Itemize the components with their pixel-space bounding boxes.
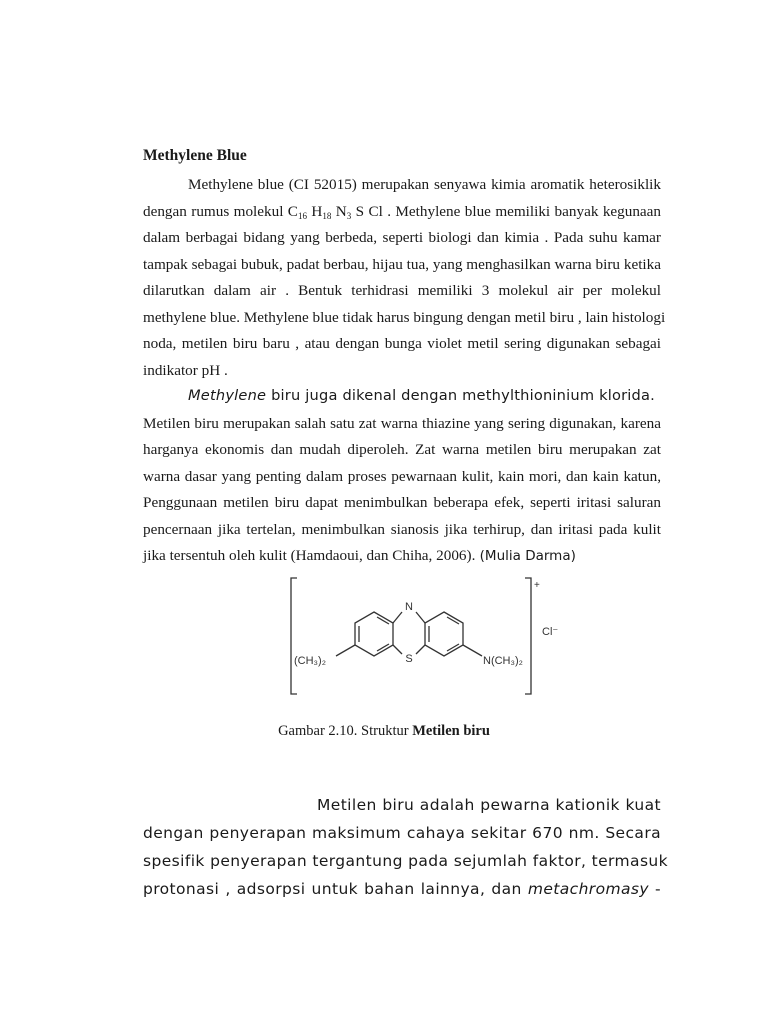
para1-line-2: dengan rumus molekul $C_{16}$ $H_{18}$ $N_3$ S Cl . Methylene blue memiliki banyak kegunaan (143, 203, 662, 221)
para1-line-1: Methylene blue (CI 52015) merupakan senyawa kimia aromatik heterosiklik (188, 176, 661, 193)
methylene-blue-structure-figure (280, 572, 580, 707)
left-dimethyl-group: (CH₃)₂ (294, 655, 326, 667)
para2-line-2: Metilen biru merupakan salah satu zat warna thiazine yang sering digunakan, karena (143, 415, 661, 432)
section-heading: Methylene Blue (143, 147, 247, 164)
para2-line-6: pencernaan jika tertelan, menimbulkan sianosis jika terhirup, dan iritasi pada kulit (143, 521, 661, 538)
para1-line-7: noda, metilen biru baru , atau dengan bunga violet metil sering digunakan sebagai (143, 335, 661, 352)
nitrogen-label: N (405, 601, 413, 613)
right-bracket (525, 578, 531, 694)
left-bracket (291, 578, 297, 694)
para3-line-4: protonasi , adsorpsi untuk bahan lainnya, dan metachromasy - (143, 880, 661, 898)
para3-line-1: Metilen biru adalah pewarna kationik kuat (317, 796, 661, 814)
para1-line-3: dalam berbagai bidang yang berbeda, seperti biologi dan kimia . Pada suhu kamar (143, 229, 661, 246)
para2-line-1: Methylene biru juga dikenal dengan methylthioninium klorida. (188, 387, 656, 404)
right-dimethylamino-group: N(CH₃)₂ (483, 655, 523, 667)
para3-line-3: spesifik penyerapan tergantung pada sejumlah faktor, termasuk (143, 852, 669, 870)
para2-line-4: warna dasar yang penting dalam proses pewarnaan kulit, kain mori, dan kain katun, (143, 468, 661, 485)
para2-line-7: jika tersentuh oleh kulit (Hamdaoui, dan Chiha, 2006). (Mulia Darma) (143, 547, 576, 564)
structure-bonds (291, 578, 531, 694)
figure-caption: Gambar 2.10. Struktur Metilen biru (278, 723, 490, 739)
para2-line-3: harganya ekonomis dan mudah diperoleh. Zat warna metilen biru merupakan zat (143, 441, 661, 458)
sulfur-label: S (405, 653, 413, 665)
positive-charge: + (534, 580, 540, 591)
left-ring (355, 612, 393, 656)
para1-line-6: methylene blue. Methylene blue tidak harus bingung dengan metil biru , lain histologi (143, 309, 666, 326)
para3-line-2: dengan penyerapan maksimum cahaya sekitar 670 nm. Secara (143, 824, 661, 842)
para1-line-5: dilarutkan dalam air . Bentuk terhidrasi memiliki 3 molekul air per molekul (143, 282, 661, 299)
para1-line-8: indikator pH . (143, 362, 228, 379)
para1-line-4: tampak sebagai bubuk, padat berbau, hijau tua, yang menghasilkan warna biru ketika (143, 256, 661, 273)
para2-line-5: Penggunaan metilen biru dapat menimbulkan beberapa efek, seperti iritasi saluran (143, 494, 661, 511)
right-ring (425, 612, 463, 656)
chloride-counter-ion: Cl⁻ (542, 626, 559, 638)
